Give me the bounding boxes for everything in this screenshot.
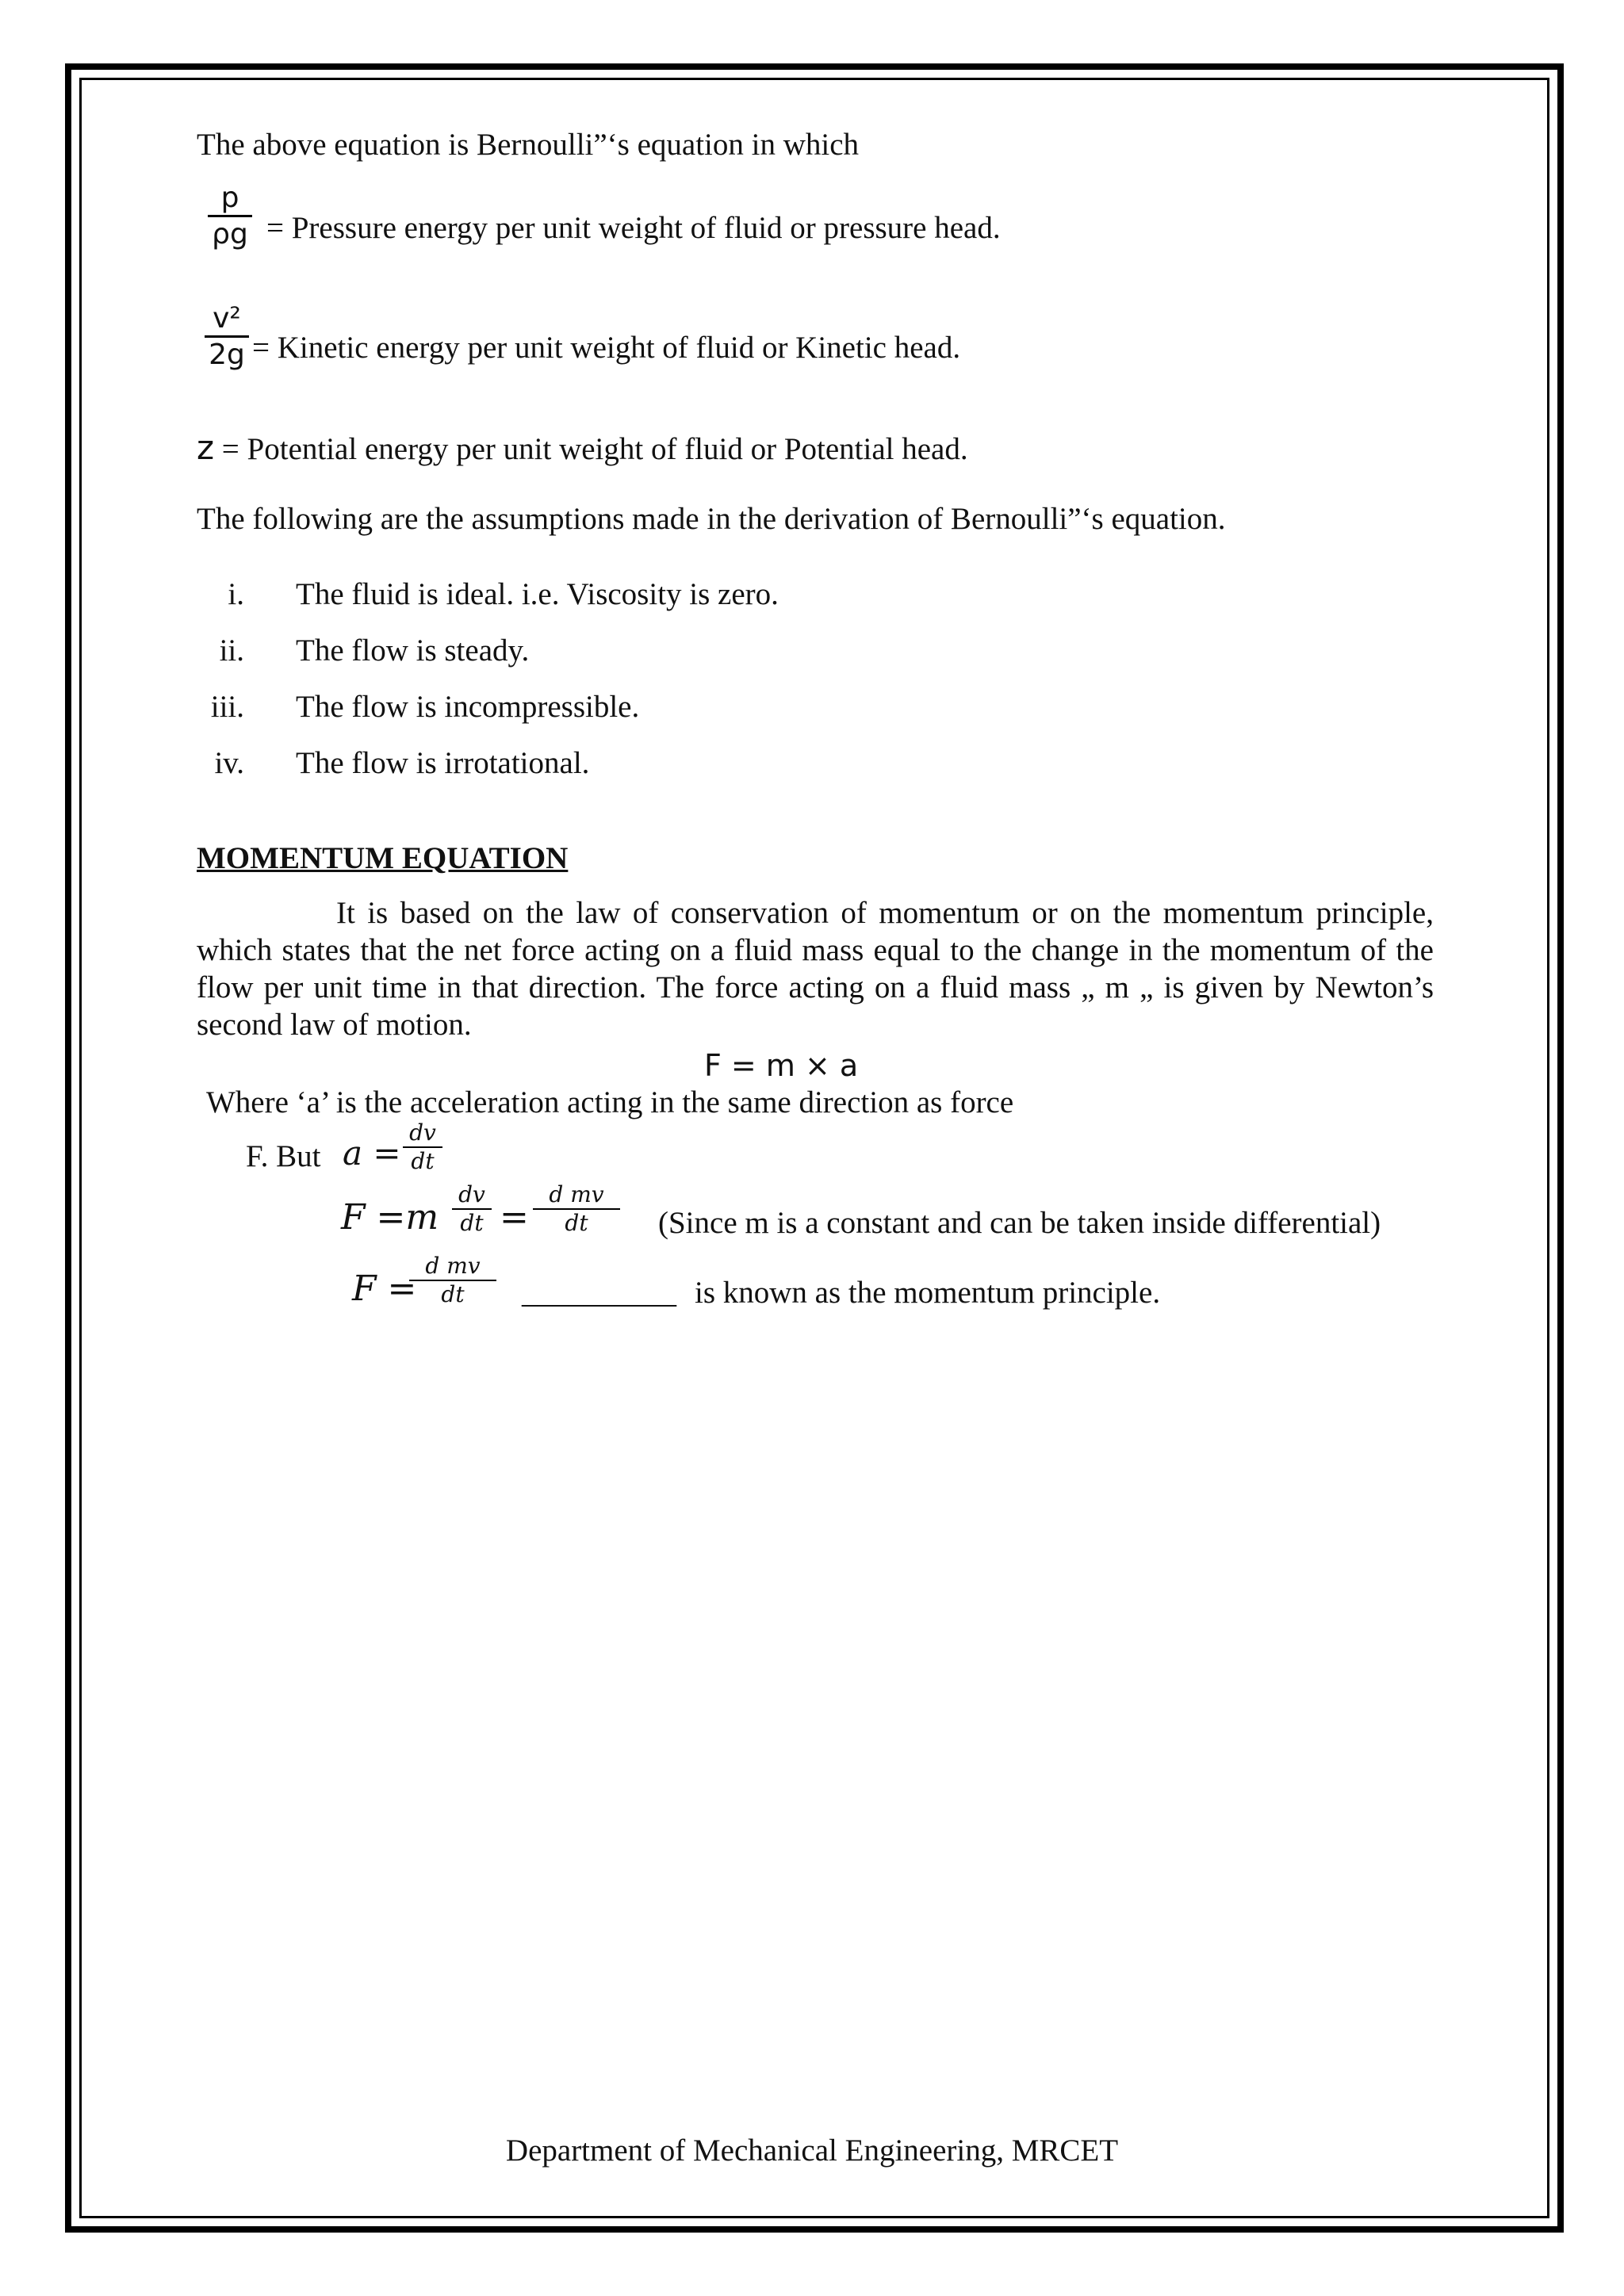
where-text: Where ‘a’ is the acceleration acting in the same direction as force bbox=[206, 1085, 1014, 1119]
list-number: ii. bbox=[219, 633, 244, 668]
fraction-numerator: dv bbox=[458, 1181, 485, 1207]
since-note: (Since m is a constant and can be taken inside differential) bbox=[658, 1206, 1381, 1240]
list-text: The fluid is ideal. i.e. Viscosity is zero. bbox=[296, 577, 779, 611]
fraction-denominator: dt bbox=[460, 1209, 484, 1236]
assumptions-intro: The following are the assumptions made in the derivation of Bernoulli”‘s equation. bbox=[197, 502, 1226, 536]
fraction-denominator: dt bbox=[411, 1147, 435, 1174]
list-number: i. bbox=[228, 577, 244, 611]
momentum-heading: MOMENTUM EQUATION bbox=[197, 841, 569, 875]
list-text: The flow is steady. bbox=[296, 633, 530, 668]
fraction-numerator: d mv bbox=[425, 1253, 481, 1279]
fraction-denominator: ρg bbox=[212, 218, 248, 251]
list-text: The flow is irrotational. bbox=[296, 746, 590, 780]
kinetic-head-desc: = Kinetic energy per unit weight of fluid or Kinetic head. bbox=[252, 331, 961, 365]
pressure-head-fraction bbox=[208, 181, 252, 251]
equals-sign: = bbox=[500, 1197, 529, 1238]
page-footer: Department of Mechanical Engineering, MRCET bbox=[505, 2133, 1119, 2168]
momentum-paragraph: It is based on the law of conservation of momentum or on the momentum principle, which states that the net force acting on a fluid mass equal to the change in the momentum of the flow per unit time in that direction. The force acting on a fluid mass „ m „ is given by Newton’s second law of motion. bbox=[197, 896, 1434, 1042]
intro-text: The above equation is Bernoulli”‘s equation in which bbox=[197, 128, 860, 162]
force-equals-m: F =m bbox=[341, 1197, 439, 1238]
pressure-head-desc: = Pressure energy per unit weight of fluid or pressure head. bbox=[266, 211, 1001, 245]
list-number: iv. bbox=[214, 746, 244, 780]
fraction-denominator: dt bbox=[441, 1280, 465, 1307]
momentum-principle-text: is known as the momentum principle. bbox=[695, 1276, 1161, 1310]
blank-line: __________ bbox=[522, 1276, 676, 1310]
kinetic-head-fraction bbox=[205, 301, 249, 372]
momentum-fraction bbox=[409, 1253, 496, 1307]
newton-equation: F = m × a bbox=[704, 1048, 859, 1083]
dv-dt-fraction bbox=[452, 1181, 492, 1236]
z-symbol: z bbox=[197, 428, 215, 467]
list-number: iii. bbox=[210, 690, 244, 724]
list-text: The flow is incompressible. bbox=[296, 690, 640, 724]
fraction-denominator: 2g bbox=[209, 339, 245, 372]
fraction-numerator: dv bbox=[409, 1119, 436, 1146]
a-equals: a = bbox=[343, 1134, 401, 1173]
fraction-denominator: dt bbox=[565, 1209, 588, 1236]
fraction-numerator: v² bbox=[213, 302, 241, 335]
dmv-dt-fraction bbox=[533, 1181, 620, 1236]
fraction-numerator: p bbox=[220, 182, 239, 214]
potential-head-desc: = Potential energy per unit weight of fluid or Potential head. bbox=[221, 432, 968, 466]
force-equals: F = bbox=[352, 1269, 417, 1309]
acceleration-fraction bbox=[403, 1119, 442, 1174]
fraction-numerator: d mv bbox=[549, 1181, 604, 1207]
but-text: F. But bbox=[246, 1139, 321, 1173]
potential-head-line bbox=[197, 428, 968, 469]
